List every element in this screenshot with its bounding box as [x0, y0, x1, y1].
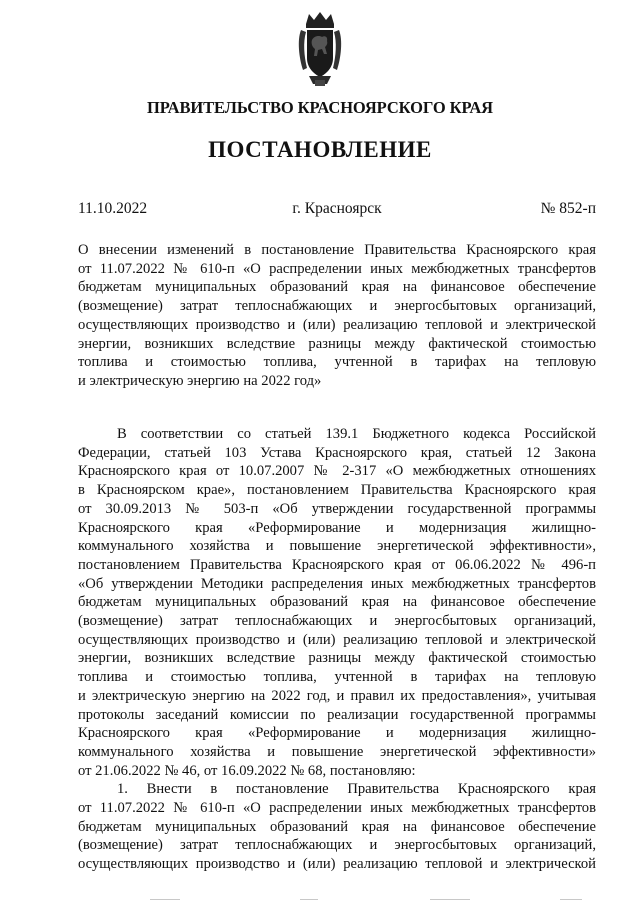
body-line: топлива и стоимостью топлива, учтенной в тарифах на тепловую	[78, 669, 596, 686]
subject-line: энергии, возникших вследствие разницы между фактической стоимостью	[78, 335, 596, 352]
body-line: от 30.09.2013 № 503-п «Об утверждении государственной программы	[78, 500, 596, 517]
body-line: в Красноярском крае», постановлением Правительства Красноярского края	[78, 482, 596, 499]
document-type-heading: ПОСТАНОВЛЕНИЕ	[208, 137, 432, 162]
body-line: осуществляющих производство и (или) реализацию тепловой и электрической	[78, 631, 596, 648]
body-line: коммунального хозяйства и повышение энергетической эффективности»	[78, 743, 596, 760]
body-line: «Об утверждении Методики распределения иных межбюджетных трансфертов	[78, 575, 596, 592]
document-city: г. Красноярск	[292, 200, 382, 217]
government-title: ПРАВИТЕЛЬСТВО КРАСНОЯРСКОГО КРАЯ	[147, 98, 493, 117]
document-meta-row	[78, 200, 596, 220]
body-line: Красноярского края «Реформирование и модернизация жилищно-	[78, 519, 596, 536]
subject-line: топлива и стоимостью топлива, учтенной в тарифах на тепловую	[78, 354, 596, 371]
subject-line: (возмещение) затрат теплоснабжающих и энергосбытовых организаций,	[78, 298, 596, 315]
body-line: постановлением Правительства Красноярского края от 06.06.2022 № 496-п	[78, 556, 596, 573]
body-line: и электрическую энергию на 2022 год, и правил их предоставления», учитывая	[78, 687, 596, 704]
body-line: (возмещение) затрат теплоснабжающих и энергосбытовых организаций,	[78, 837, 596, 854]
body-line: от 11.07.2022 № 610-п «О распределении иных межбюджетных трансфертов	[78, 800, 596, 816]
body-line: бюджетам муниципальных образований края на финансовое обеспечение	[78, 818, 596, 835]
document-date: 11.10.2022	[78, 200, 148, 217]
subject-line: от 11.07.2022 № 610-п «О распределении иных межбюджетных трансфертов	[78, 260, 596, 277]
body-line: коммунального хозяйства и повышение энергетической эффективности»,	[78, 538, 596, 555]
body-line: протоколы заседаний комиссии по реализации государственной программы	[78, 706, 596, 723]
body-line: осуществляющих производство и (или) реализацию тепловой и электрической	[78, 856, 596, 873]
body-line: В соответствии со статьей 139.1 Бюджетного кодекса Российской	[117, 426, 596, 442]
body-line: бюджетам муниципальных образований края на финансовое обеспечение	[78, 594, 596, 611]
subject-line: осуществляющих производство и (или) реализацию тепловой и электрической	[78, 316, 596, 333]
body-line: Красноярского края от 10.07.2007 № 2-317 «О межбюджетных отношениях	[78, 463, 596, 480]
body-line: энергии, возникших вследствие разницы между фактической стоимостью	[78, 650, 596, 667]
subject-line: и электрическую энергию на 2022 год»	[78, 372, 322, 389]
body-line: от 21.06.2022 № 46, от 16.09.2022 № 68, постановляю:	[78, 762, 416, 779]
subject-line: бюджетам муниципальных образований края на финансовое обеспечение	[78, 279, 596, 296]
body-line: 1. Внести в постановление Правительства Красноярского края	[117, 781, 596, 798]
body-line: Красноярского края «Реформирование и модернизация жилищно-	[78, 725, 596, 742]
document-number: № 852-п	[540, 200, 596, 217]
scan-edge-divider	[0, 896, 640, 905]
body-line: (возмещение) затрат теплоснабжающих и энергосбытовых организаций,	[78, 613, 596, 629]
coat-of-arms-icon	[297, 10, 343, 88]
body-line: Федерации, статьей 103 Устава Красноярского края, статьей 12 Закона	[78, 444, 596, 461]
subject-line: О внесении изменений в постановление Правительства Красноярского края	[78, 242, 596, 258]
